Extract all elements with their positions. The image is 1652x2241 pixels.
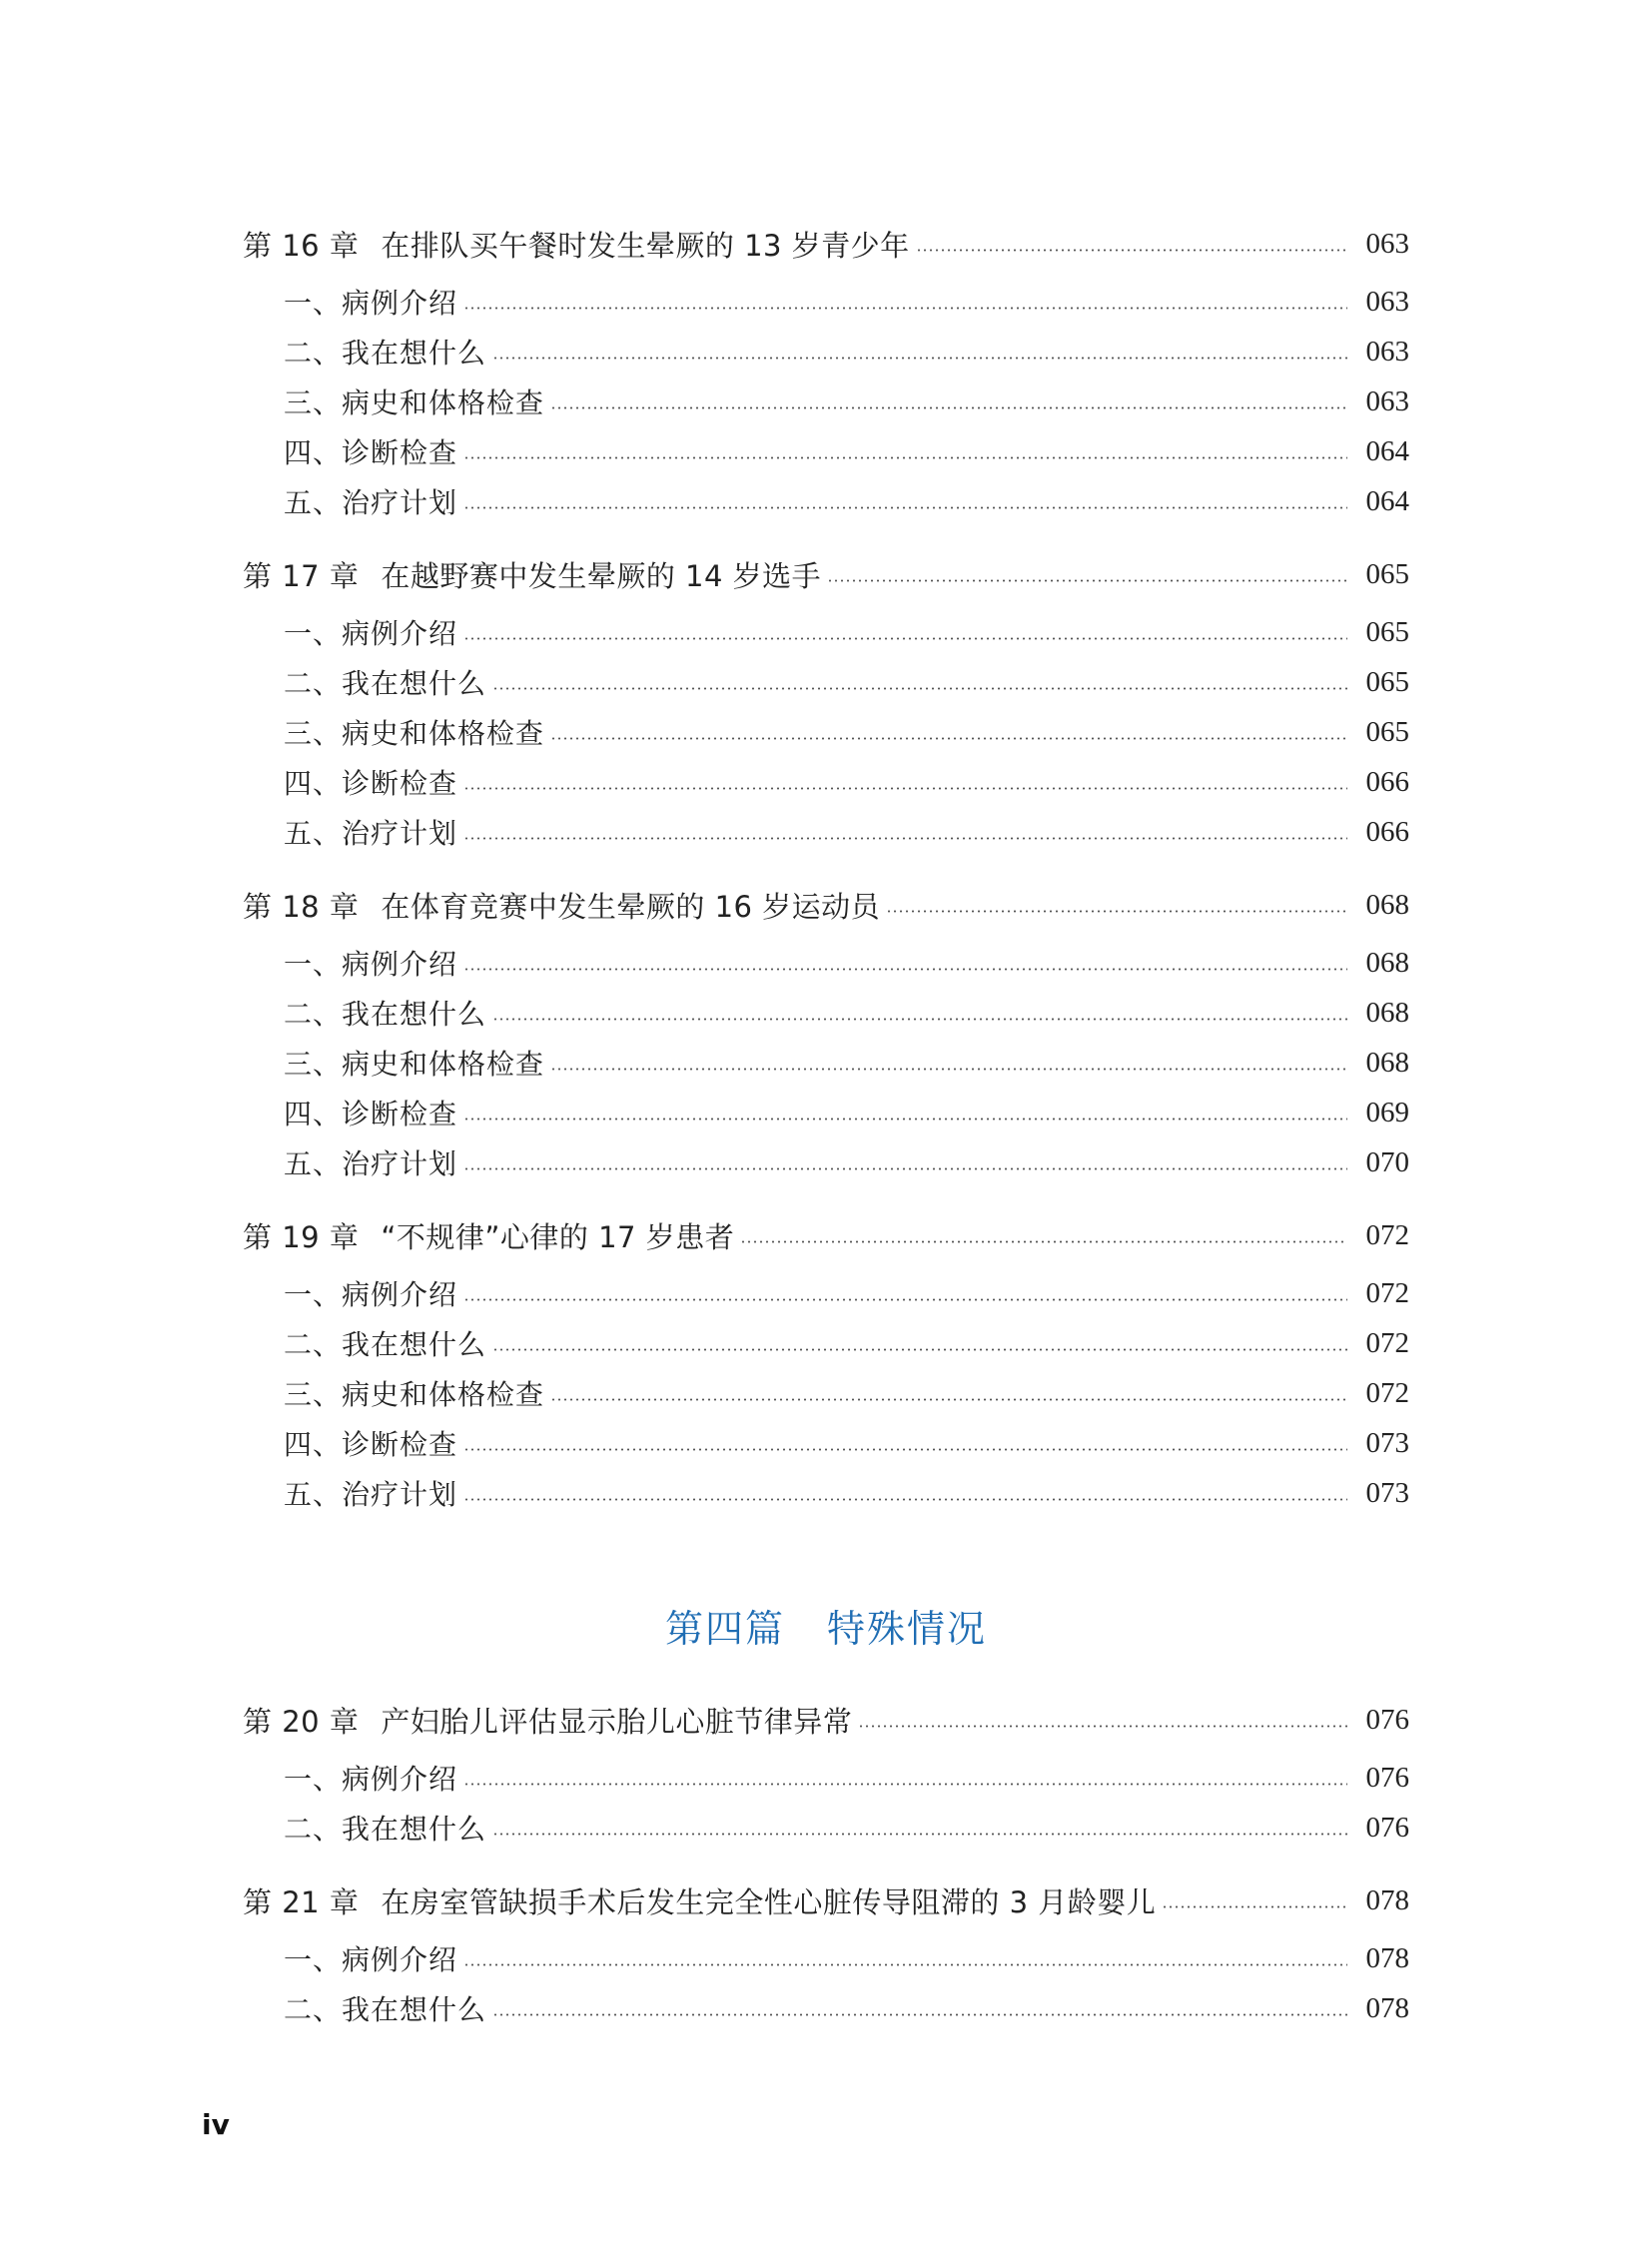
dot-leader xyxy=(827,579,1347,582)
dot-leader xyxy=(463,1118,1347,1120)
item-page: 072 xyxy=(1365,1276,1409,1309)
chapter-title: “不规律”心律的 17 岁患者 xyxy=(381,1219,735,1254)
chapter-heading xyxy=(243,1700,852,1741)
item-page: 068 xyxy=(1365,1046,1409,1079)
toc-item[interactable] xyxy=(284,280,1409,324)
toc-item[interactable] xyxy=(284,1421,1409,1465)
toc-item[interactable] xyxy=(284,1986,1409,2030)
chapter-title: 在房室管缺损手术后发生完全性心脏传导阻滞的 3 月龄婴儿 xyxy=(381,1884,1157,1919)
toc-item[interactable] xyxy=(284,941,1409,985)
toc-chapter-17[interactable] xyxy=(243,552,1409,596)
toc-item[interactable] xyxy=(284,1806,1409,1850)
chapter-title: 在排队买午餐时发生晕厥的 13 岁青少年 xyxy=(381,228,910,263)
toc-item[interactable] xyxy=(284,479,1409,523)
item-page: 063 xyxy=(1365,384,1409,417)
item-label: 二、我在想什么 xyxy=(284,1813,487,1846)
dot-leader xyxy=(886,910,1347,913)
item-label: 三、病史和体格检查 xyxy=(284,1048,545,1081)
item-page: 063 xyxy=(1365,335,1409,368)
dot-leader xyxy=(550,1068,1347,1071)
dot-leader xyxy=(463,1783,1347,1786)
item-page: 073 xyxy=(1365,1476,1409,1509)
dot-leader xyxy=(492,357,1347,360)
item-label: 五、治疗计划 xyxy=(284,817,458,850)
item-label: 一、病例介绍 xyxy=(284,1763,458,1796)
item-label: 五、治疗计划 xyxy=(284,1147,458,1180)
toc-chapter-20[interactable] xyxy=(243,1698,1409,1742)
toc-item[interactable] xyxy=(284,330,1409,374)
toc-item[interactable] xyxy=(284,1471,1409,1515)
dot-leader xyxy=(463,1448,1347,1451)
item-page: 070 xyxy=(1365,1145,1409,1178)
item-label: 一、病例介绍 xyxy=(284,1943,458,1976)
dot-leader xyxy=(463,456,1347,459)
chapter-page: 065 xyxy=(1365,557,1409,590)
item-page: 065 xyxy=(1365,615,1409,648)
toc-item[interactable] xyxy=(284,710,1409,754)
toc-item[interactable] xyxy=(284,1371,1409,1415)
toc-chapter-18[interactable] xyxy=(243,883,1409,927)
chapter-heading xyxy=(243,1880,1156,1921)
chapter-title: 在越野赛中发生晕厥的 14 岁选手 xyxy=(381,558,822,593)
dot-leader xyxy=(1162,1905,1347,1908)
dot-leader xyxy=(463,787,1347,790)
dot-leader xyxy=(463,1298,1347,1301)
page-folio: iv xyxy=(202,2108,230,2141)
item-page: 066 xyxy=(1365,765,1409,798)
chapter-heading xyxy=(243,224,910,265)
toc-item[interactable] xyxy=(284,610,1409,654)
item-label: 二、我在想什么 xyxy=(284,667,487,700)
part-heading xyxy=(0,1598,1652,1653)
dot-leader xyxy=(492,1018,1347,1021)
item-label: 一、病例介绍 xyxy=(284,1278,458,1311)
dot-leader xyxy=(463,637,1347,640)
toc-chapter-16[interactable] xyxy=(243,222,1409,266)
toc-item[interactable] xyxy=(284,760,1409,804)
toc-item[interactable] xyxy=(284,1091,1409,1134)
dot-leader xyxy=(492,687,1347,690)
item-label: 二、我在想什么 xyxy=(284,998,487,1031)
dot-leader xyxy=(740,1240,1347,1243)
item-label: 五、治疗计划 xyxy=(284,486,458,519)
toc-item[interactable] xyxy=(284,1321,1409,1365)
item-label: 四、诊断检查 xyxy=(284,1098,458,1130)
item-page: 072 xyxy=(1365,1326,1409,1359)
dot-leader xyxy=(463,968,1347,971)
item-label: 三、病史和体格检查 xyxy=(284,386,545,419)
item-label: 一、病例介绍 xyxy=(284,948,458,981)
item-page: 078 xyxy=(1365,1991,1409,2024)
item-label: 五、治疗计划 xyxy=(284,1478,458,1511)
item-page: 076 xyxy=(1365,1761,1409,1794)
chapter-page: 063 xyxy=(1365,227,1409,260)
chapter-page: 068 xyxy=(1365,888,1409,921)
chapter-number: 第 21 章 xyxy=(243,1884,360,1919)
item-page: 065 xyxy=(1365,665,1409,698)
chapter-page: 076 xyxy=(1365,1703,1409,1736)
item-page: 078 xyxy=(1365,1941,1409,1974)
item-label: 二、我在想什么 xyxy=(284,337,487,370)
part-label: 第四篇 xyxy=(664,1607,785,1651)
toc-item[interactable] xyxy=(284,991,1409,1035)
dot-leader xyxy=(916,249,1347,252)
item-page: 073 xyxy=(1365,1426,1409,1459)
dot-leader xyxy=(463,307,1347,310)
chapter-page: 078 xyxy=(1365,1883,1409,1916)
item-page: 069 xyxy=(1365,1096,1409,1128)
chapter-number: 第 17 章 xyxy=(243,558,360,593)
item-page: 064 xyxy=(1365,434,1409,467)
dot-leader xyxy=(463,1167,1347,1170)
chapter-number: 第 18 章 xyxy=(243,889,360,924)
chapter-heading xyxy=(243,885,880,926)
toc-item[interactable] xyxy=(284,660,1409,704)
item-label: 四、诊断检查 xyxy=(284,1428,458,1461)
dot-leader xyxy=(492,1348,1347,1351)
item-page: 068 xyxy=(1365,946,1409,979)
item-page: 063 xyxy=(1365,285,1409,318)
chapter-page: 072 xyxy=(1365,1218,1409,1251)
item-label: 四、诊断检查 xyxy=(284,767,458,800)
dot-leader xyxy=(463,1498,1347,1501)
item-label: 四、诊断检查 xyxy=(284,436,458,469)
chapter-heading xyxy=(243,554,821,595)
chapter-number: 第 16 章 xyxy=(243,228,360,263)
dot-leader xyxy=(463,837,1347,840)
part-title: 特殊情况 xyxy=(827,1607,988,1651)
item-page: 068 xyxy=(1365,996,1409,1029)
item-label: 一、病例介绍 xyxy=(284,287,458,320)
toc-item[interactable] xyxy=(284,429,1409,473)
toc-item[interactable] xyxy=(284,1041,1409,1085)
chapter-title: 产妇胎儿评估显示胎儿心脏节律异常 xyxy=(381,1704,853,1739)
chapter-number: 第 19 章 xyxy=(243,1219,360,1254)
dot-leader xyxy=(492,1833,1347,1836)
toc-item[interactable] xyxy=(284,810,1409,854)
item-page: 066 xyxy=(1365,815,1409,848)
dot-leader xyxy=(463,1963,1347,1966)
dot-leader xyxy=(463,506,1347,509)
item-label: 二、我在想什么 xyxy=(284,1993,487,2026)
item-label: 二、我在想什么 xyxy=(284,1328,487,1361)
chapter-number: 第 20 章 xyxy=(243,1704,360,1739)
toc-item[interactable] xyxy=(284,1140,1409,1184)
toc-item[interactable] xyxy=(284,1756,1409,1800)
toc-chapter-21[interactable] xyxy=(243,1878,1409,1922)
toc-item[interactable] xyxy=(284,379,1409,423)
item-page: 076 xyxy=(1365,1811,1409,1844)
item-label: 一、病例介绍 xyxy=(284,617,458,650)
dot-leader xyxy=(858,1725,1347,1728)
chapter-title: 在体育竞赛中发生晕厥的 16 岁运动员 xyxy=(381,889,881,924)
item-page: 065 xyxy=(1365,715,1409,748)
dot-leader xyxy=(550,406,1347,409)
item-label: 三、病史和体格检查 xyxy=(284,1378,545,1411)
chapter-heading xyxy=(243,1215,734,1256)
item-page: 072 xyxy=(1365,1376,1409,1409)
toc-chapter-19[interactable] xyxy=(243,1213,1409,1257)
dot-leader xyxy=(550,737,1347,740)
toc-item[interactable] xyxy=(284,1936,1409,1980)
dot-leader xyxy=(492,2013,1347,2016)
dot-leader xyxy=(550,1398,1347,1401)
item-label: 三、病史和体格检查 xyxy=(284,717,545,750)
toc-item[interactable] xyxy=(284,1271,1409,1315)
item-page: 064 xyxy=(1365,484,1409,517)
